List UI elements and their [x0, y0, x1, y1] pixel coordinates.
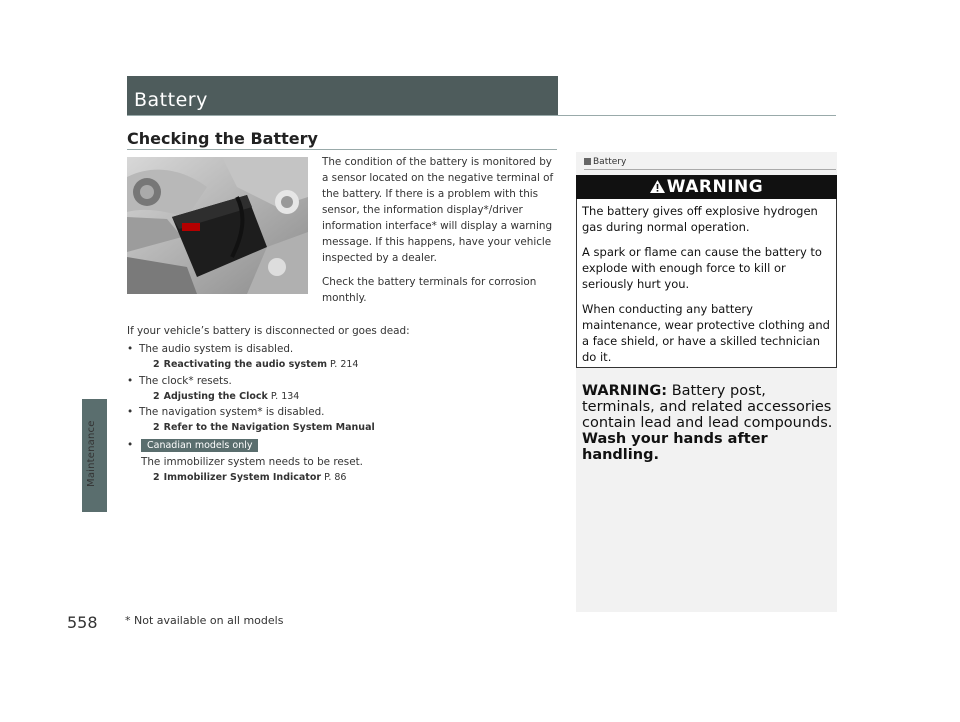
xref-page: P. 134: [270, 391, 300, 402]
xref-page: P. 86: [324, 472, 347, 483]
warning-text: [582, 203, 832, 374]
xref-arrow-icon: 2: [153, 422, 160, 433]
xref-title: Immobilizer System Indicator: [163, 472, 322, 483]
section-rule: [127, 115, 836, 116]
bullet-immobilizer: [127, 439, 258, 452]
bullet-glyph: •: [127, 406, 134, 418]
section-title: Battery: [134, 89, 208, 111]
xref-clock[interactable]: [153, 391, 299, 402]
warning-paragraph: A spark or flame can cause the battery to explode with enough force to kill or seriously hurt you.: [582, 245, 822, 291]
xref-arrow-icon: 2: [153, 359, 160, 370]
warning-header: [576, 175, 837, 199]
bullet-text: The audio system is disabled.: [139, 343, 294, 355]
subsection-rule: [127, 149, 557, 150]
lead-text: If your vehicle’s battery is disconnected or goes dead:: [127, 325, 410, 337]
bullet-glyph: •: [127, 343, 134, 355]
footnote: * Not available on all models: [125, 614, 284, 627]
bullet-audio: [127, 343, 293, 355]
intro-paragraph-1: The condition of the battery is monitored by a sensor located on the negative terminal of the battery. If there is a problem with this sensor, the information display*/driver information interface* will display a warning message. If this happens, have your vehicle inspected by a dealer.: [322, 156, 554, 264]
sidebar-heading: [584, 157, 626, 167]
lead-warning-label: WARNING:: [582, 383, 668, 399]
immobilizer-text: The immobilizer system needs to be reset.: [141, 456, 363, 468]
bullet-navigation: [127, 406, 325, 418]
warning-triangle-icon: [650, 180, 665, 193]
bullet-glyph: •: [127, 375, 134, 387]
bullet-glyph: •: [127, 439, 134, 451]
page-number: 558: [67, 613, 98, 632]
bullet-clock: [127, 375, 232, 387]
xref-arrow-icon: 2: [153, 472, 160, 483]
battery-photo: [127, 157, 308, 294]
bullet-text: The navigation system* is disabled.: [139, 406, 325, 418]
note-icon: [584, 158, 591, 165]
lead-warning-text: Battery post, terminals, and related accessories contain lead and lead compounds.: [582, 383, 833, 431]
warning-paragraph: The battery gives off explosive hydrogen gas during normal operation.: [582, 204, 818, 234]
xref-audio[interactable]: [153, 359, 358, 370]
xref-arrow-icon: 2: [153, 391, 160, 402]
xref-title: Refer to the Navigation System Manual: [163, 422, 375, 433]
sidebar-heading-text: Battery: [593, 157, 627, 167]
xref-title: Adjusting the Clock: [163, 391, 268, 402]
warning-title: WARNING: [666, 177, 764, 197]
bullet-text: The clock* resets.: [139, 375, 232, 387]
side-label: Maintenance: [86, 420, 97, 487]
intro-paragraph-2: Check the battery terminals for corrosion monthly.: [322, 276, 537, 304]
xref-immobilizer[interactable]: [153, 472, 346, 483]
intro-text: [322, 154, 558, 314]
lead-warning: [582, 383, 837, 463]
warning-paragraph: When conducting any battery maintenance, wear protective clothing and a face shield, or have a skilled technician do it.: [582, 302, 830, 364]
xref-navigation[interactable]: [153, 422, 375, 433]
sidebar-heading-rule: [584, 169, 836, 170]
canadian-models-badge: Canadian models only: [141, 439, 258, 452]
xref-page: P. 214: [330, 359, 359, 370]
lead-warning-wash: Wash your hands after handling.: [582, 431, 768, 463]
subsection-title: Checking the Battery: [127, 129, 318, 148]
xref-title: Reactivating the audio system: [163, 359, 327, 370]
